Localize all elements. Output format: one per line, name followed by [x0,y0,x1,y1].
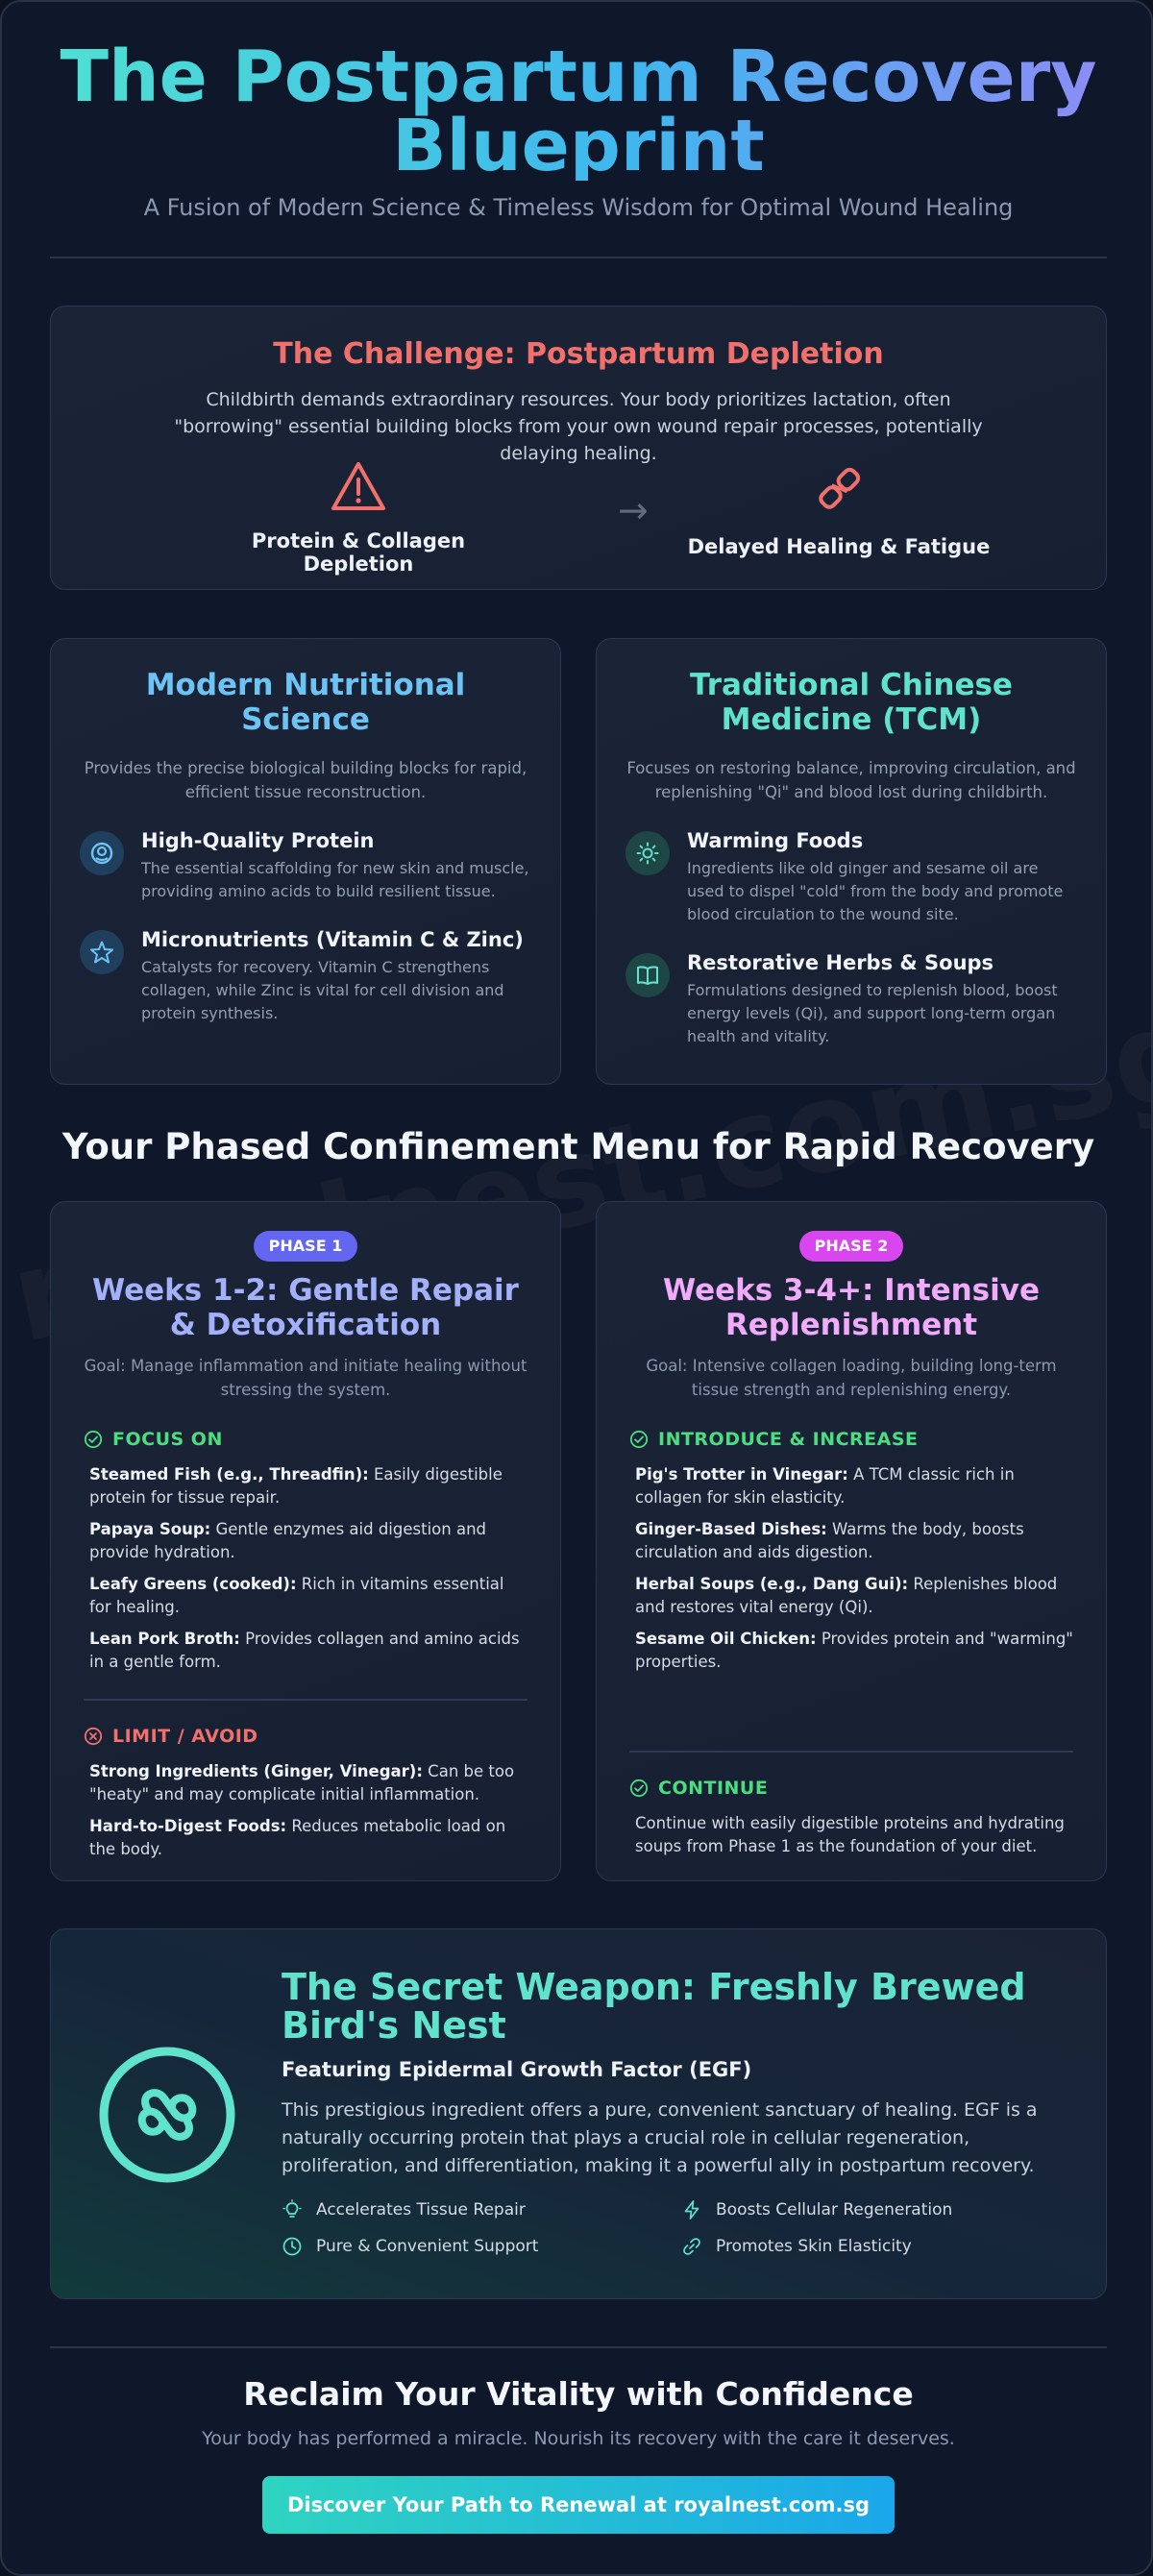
item-desc: Can be too "heaty" and may complicate initial inflammation. [89,1761,515,1803]
item-desc: Warms the body, boosts circulation and aids digestion. [635,1520,1024,1561]
challenge-card [50,306,1107,590]
introduce-label: INTRODUCE & INCREASE [658,1429,919,1450]
feature-warming-foods [626,829,1077,926]
phase1-divider [84,1699,527,1701]
phase2-badge: PHASE 2 [799,1231,903,1262]
item-desc: Replenishes blood and restores vital energy (Qi). [635,1575,1058,1616]
item-name: Papaya Soup: [89,1520,211,1538]
item-name: Steamed Fish (e.g., Threadfin): [89,1465,369,1484]
challenge-item-depletion [195,460,522,576]
feature-title: Restorative Herbs & Soups [687,951,994,974]
feature-desc: Formulations designed to replenish blood, boost energy levels (Qi), and support long-term organ health and vitality. [687,981,1058,1045]
benefits-list [282,2199,1079,2257]
secret-weapon-title: The Secret Weapon: Freshly Brewed Bird's Nest [282,1966,1026,2047]
feature-desc: The essential scaffolding for new skin and muscle, providing amino acids to build resilient tissue. [141,859,529,900]
phase2-card [596,1201,1107,1881]
benefit-label: Promotes Skin Elasticity [716,2237,912,2256]
secret-weapon-card [50,1928,1107,2299]
focus-on-label: FOCUS ON [112,1429,223,1450]
secret-weapon-subtitle: Featuring Epidermal Growth Factor (EGF) [282,2058,752,2081]
introduce-heading [629,1429,1073,1450]
phase2-title: Weeks 3-4+: Intensive Replenishment [663,1273,1040,1342]
list-item [635,1463,1073,1509]
introduce-list [629,1463,1073,1674]
list-item [89,1628,527,1674]
broken-bandage-icon [810,460,868,518]
item-desc: A TCM classic rich in collagen for skin elasticity. [635,1465,1015,1507]
phase1-card [50,1201,561,1881]
birds-nest-icon [97,2045,237,2185]
limit-avoid-label: LIMIT / AVOID [112,1725,258,1747]
modern-science-title: Modern Nutritional Science [145,668,466,737]
feature-title: High-Quality Protein [141,829,375,852]
feature-desc: Catalysts for recovery. Vitamin C strengthens collagen, while Zinc is vital for cell division and protein synthesis. [141,958,504,1022]
item-name: Leafy Greens (cooked): [89,1575,297,1593]
cta-button[interactable]: Discover Your Path to Renewal at royalnest.com.sg [262,2476,895,2534]
item-name: Strong Ingredients (Ginger, Vinegar): [89,1761,423,1780]
phase2-divider [629,1751,1073,1753]
feature-title: Micronutrients (Vitamin C & Zinc) [141,928,524,951]
item-name: Hard-to-Digest Foods: [89,1816,287,1835]
feature-herbs-soups [626,951,1077,1048]
list-item [89,1463,527,1509]
warning-icon [330,460,387,512]
feature-micronutrients [80,928,531,1025]
item-name: Pig's Trotter in Vinegar: [635,1465,848,1484]
continue-text: Continue with easily digestible proteins and hydrating soups from Phase 1 as the foundation of your diet. [635,1813,1065,1855]
item-name: Ginger-Based Dishes: [635,1520,827,1538]
list-item [89,1573,527,1619]
check-circle-icon [629,1779,649,1798]
item-desc: Provides protein and "warming" properties. [635,1630,1073,1671]
sun-icon [626,831,670,875]
footer-text: Your body has performed a miracle. Nourish its recovery with the care it deserves. [202,2428,955,2449]
focus-list [84,1463,527,1674]
tcm-title: Traditional Chinese Medicine (TCM) [690,668,1013,737]
benefit-item [282,2199,681,2220]
item-name: Herbal Soups (e.g., Dang Gui): [635,1575,909,1593]
avoid-list [84,1760,527,1861]
book-icon [626,953,670,997]
list-item [89,1760,527,1806]
clock-icon [282,2236,303,2257]
x-circle-icon [84,1727,103,1746]
item-name: Lean Pork Broth: [89,1630,240,1648]
list-item [635,1573,1073,1619]
phase1-goal: Goal: Manage inflammation and initiate healing without stressing the system. [84,1357,527,1399]
list-item [89,1518,527,1564]
bolt-icon [681,2199,702,2220]
benefit-label: Boosts Cellular Regeneration [716,2200,953,2220]
star-icon [80,930,124,974]
link-icon [681,2236,702,2257]
arrow-right-icon: → [618,489,649,531]
protein-icon [80,831,124,875]
item-desc: Easily digestible protein for tissue repair. [89,1465,503,1507]
feature-protein [80,829,531,903]
benefit-label: Pure & Convenient Support [316,2237,539,2256]
benefit-item [681,2236,1081,2257]
phase1-badge: PHASE 1 [254,1231,357,1262]
item-desc: Provides collagen and amino acids in a gentle form. [89,1630,520,1671]
challenge-item-label: Delayed Healing & Fatigue [687,535,991,558]
challenge-item-label: Protein & Collagen Depletion [251,529,466,576]
secret-weapon-text: This prestigious ingredient offers a pure, convenient sanctuary of healing. EGF is a naturally occurring protein that plays a crucial role in cellular regeneration, proliferation, and differentiation, making it a powerful ally in postpartum recovery. [282,2099,1038,2176]
modern-science-card [50,638,561,1085]
continue-heading [629,1778,1073,1799]
modern-science-text: Provides the precise biological building blocks for rapid, efficient tissue reconstruction. [84,759,527,801]
phase2-goal: Goal: Intensive collagen loading, building long-term tissue strength and replenishing energy. [646,1357,1057,1399]
header [50,36,1107,221]
secret-weapon-body [282,1968,1079,2257]
lightbulb-icon [282,2199,303,2220]
header-divider [50,257,1107,258]
item-name: Sesame Oil Chicken: [635,1630,817,1648]
challenge-item-healing [675,460,1002,558]
footer-divider [50,2346,1107,2348]
phases-section-title: Your Phased Confinement Menu for Rapid Recovery [61,1126,1095,1167]
feature-title: Warming Foods [687,829,864,852]
footer [2,2375,1153,2534]
check-circle-icon [84,1430,103,1449]
item-desc: Reduces metabolic load on the body. [89,1816,506,1858]
benefit-item [282,2236,681,2257]
challenge-text: Childbirth demands extraordinary resources. Your body prioritizes lactation, often "borrowing" essential building blocks from your own wound repair processes, potentially delaying healing. [174,389,983,464]
footer-title: Reclaim Your Vitality with Confidence [243,2375,914,2413]
page-subtitle: A Fusion of Modern Science & Timeless Wisdom for Optimal Wound Healing [143,194,1014,221]
focus-on-heading [84,1429,527,1450]
list-item [89,1815,527,1861]
continue-label: CONTINUE [658,1777,769,1799]
list-item [635,1518,1073,1564]
benefit-label: Accelerates Tissue Repair [316,2200,526,2220]
tcm-text: Focuses on restoring balance, improving circulation, and replenishing "Qi" and blood lost during childbirth. [626,759,1076,801]
phase1-title: Weeks 1-2: Gentle Repair & Detoxification [92,1273,519,1342]
item-desc: Gentle enzymes aid digestion and provide hydration. [89,1520,487,1561]
item-desc: Rich in vitamins essential for healing. [89,1575,504,1616]
limit-avoid-heading [84,1726,527,1747]
feature-desc: Ingredients like old ginger and sesame oil are used to dispel "cold" from the body and promote blood circulation to the wound site. [687,859,1064,923]
tcm-card [596,638,1107,1085]
continue-list [629,1812,1073,1858]
benefit-item [681,2199,1081,2220]
check-circle-icon [629,1430,649,1449]
list-item [635,1628,1073,1674]
challenge-title: The Challenge: Postpartum Depletion [273,337,884,371]
page-title: The Postpartum Recovery Blueprint [50,42,1107,181]
